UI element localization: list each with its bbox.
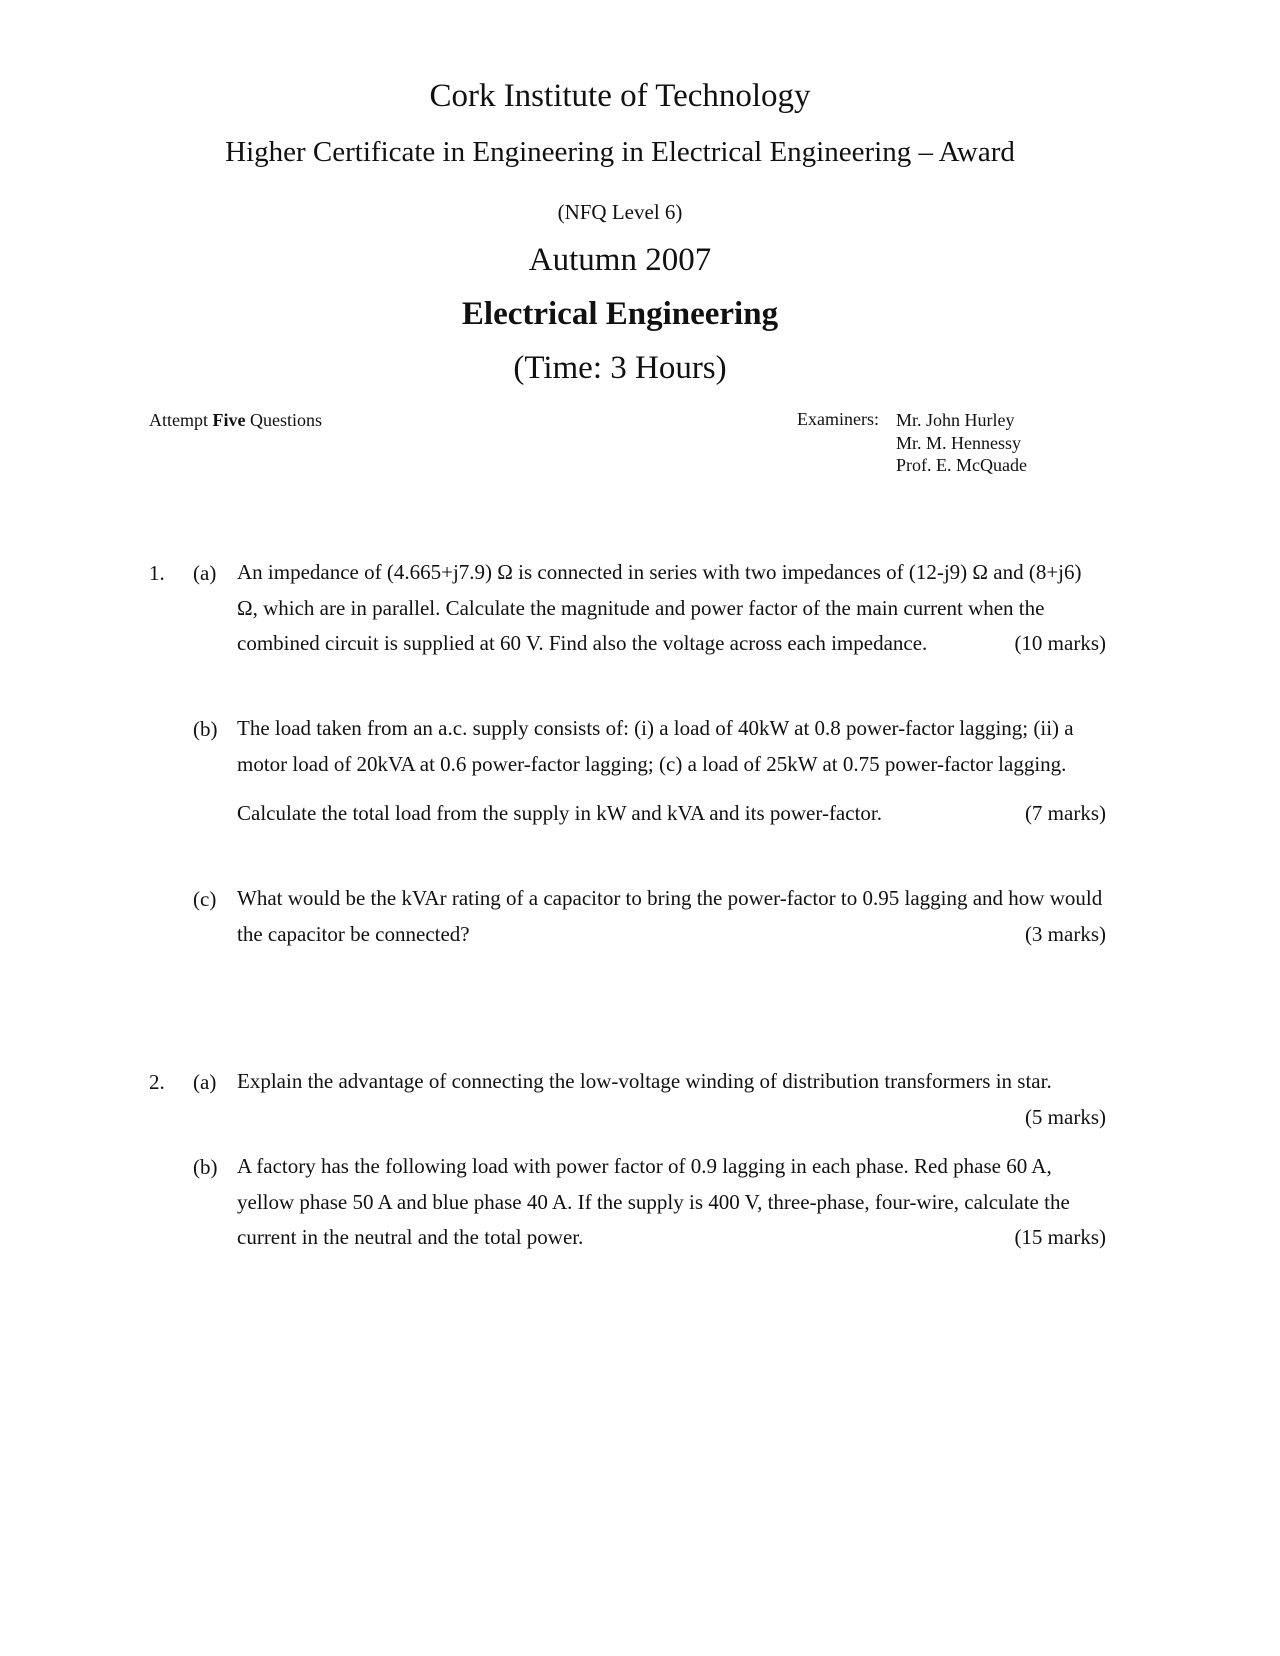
examiner-name: Prof. E. McQuade: [896, 455, 1027, 475]
question-1b: [237, 711, 1106, 832]
question-2b: [237, 1149, 1106, 1256]
question-2b-text: A factory has the following load with power factor of 0.9 lagging in each phase. Red phase 60 A, yellow phase 50 A and blue phase 40 A. If the supply is 400 V, three-phase, four-wire, calculate the current in the neutral and the total power.: [237, 1154, 1070, 1249]
question-1a: [237, 555, 1106, 662]
question-2a: [237, 1064, 1106, 1135]
question-1b-text2: Calculate the total load from the supply in kW and kVA and its power-factor.: [237, 801, 882, 825]
nfq-level: (NFQ Level 6): [557, 200, 683, 224]
question-2b-marks: (15 marks): [1014, 1225, 1106, 1249]
attempt-text-after: Questions: [245, 410, 322, 430]
attempt-text-before: Attempt: [149, 410, 213, 430]
examiner-name: Mr. M. Hennessy: [896, 432, 1021, 453]
question-2-number: 2.: [149, 1070, 165, 1094]
question-1b-marks: (7 marks): [1024, 801, 1106, 825]
question-1b-label: (b): [193, 717, 218, 741]
question-2a-marks: (5 marks): [1024, 1104, 1106, 1129]
question-1c-label: (c): [193, 887, 217, 911]
question-2b-label: (b): [193, 1155, 218, 1179]
exam-duration: (Time: 3 Hours): [513, 350, 727, 386]
attempt-count: Five: [212, 410, 246, 430]
question-1b-text: The load taken from an a.c. supply consists of: (i) a load of 40kW at 0.8 power-factor lagging; (ii) a motor load of 20kVA at 0.6 power-factor lagging; (c) a load of 25kW at 0.75 power-factor lagging.: [237, 716, 1074, 776]
question-1c-marks: (3 marks): [1024, 921, 1106, 946]
examiners-label: Examiners:: [797, 409, 879, 429]
attempt-instruction: [149, 410, 322, 431]
institution-title: Cork Institute of Technology: [429, 78, 811, 114]
question-2a-text: Explain the advantage of connecting the low-voltage winding of distribution transformers in star.: [237, 1069, 1052, 1093]
question-1a-label: (a): [193, 561, 217, 585]
question-1c-text: What would be the kVAr rating of a capacitor to bring the power-factor to 0.95 lagging and how would the capacitor be connected?: [237, 886, 1103, 946]
question-2a-label: (a): [193, 1070, 217, 1094]
examiner-name: Mr. John Hurley: [896, 410, 1015, 430]
examiners-list: [896, 409, 1027, 477]
subject-title: Electrical Engineering: [461, 296, 779, 332]
question-1a-text: An impedance of (4.665+j7.9) Ω is connected in series with two impedances of (12-j9) Ω and (8+j6) Ω, which are in parallel. Calculate the magnitude and power factor of the main current when the combined circuit is supplied at 60 V. Find also the voltage across each impedance.: [237, 560, 1082, 655]
question-1-number: 1.: [149, 561, 165, 585]
question-1c: [237, 881, 1106, 952]
question-1a-marks: (10 marks): [1014, 631, 1106, 655]
exam-session: Autumn 2007: [528, 242, 712, 278]
programme-title: Higher Certificate in Engineering in Electrical Engineering – Award: [225, 136, 1015, 168]
